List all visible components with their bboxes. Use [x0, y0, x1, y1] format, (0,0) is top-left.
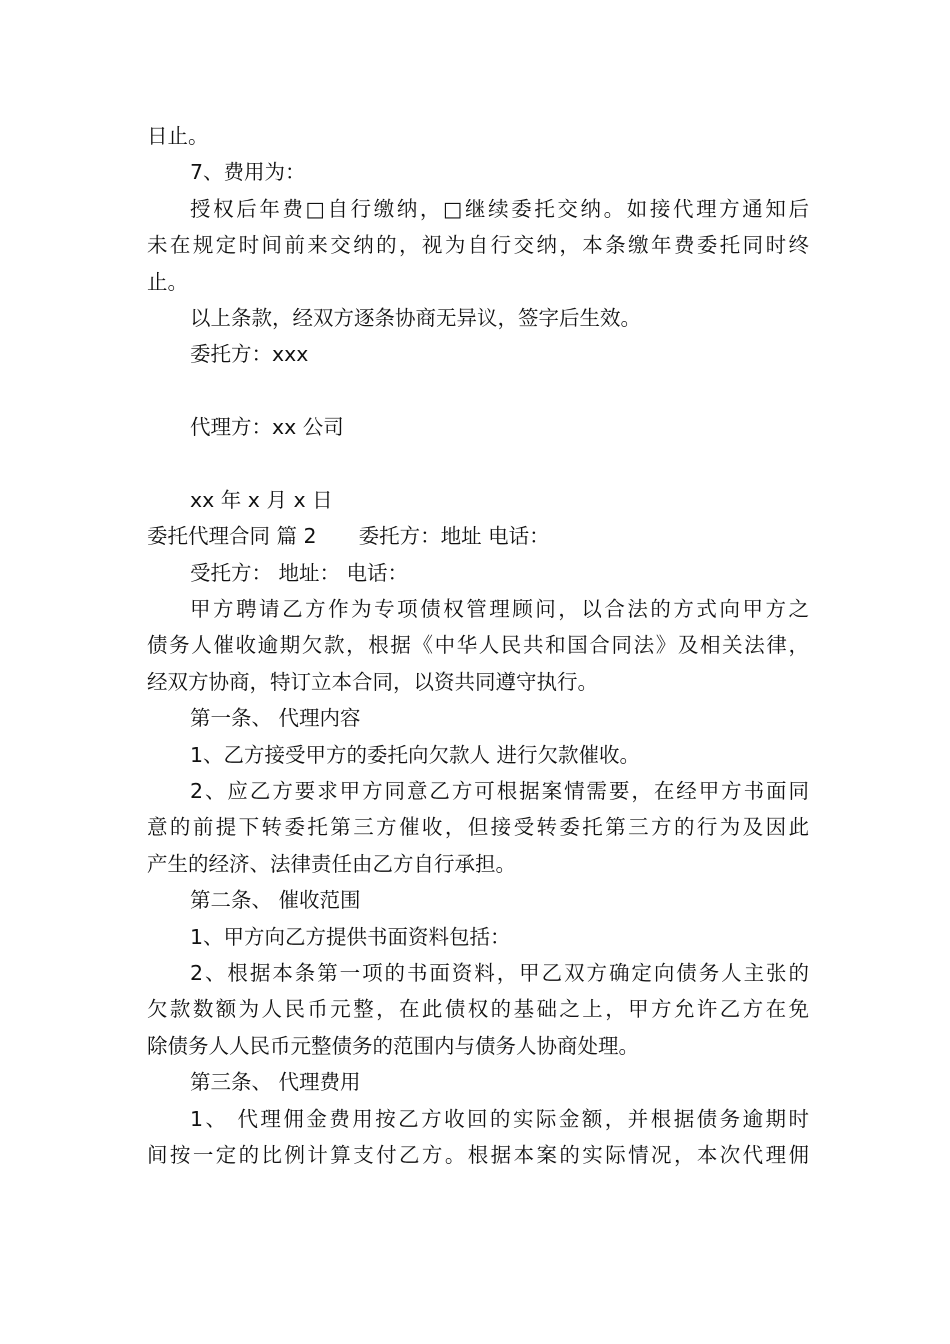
text-line: 1、乙方接受甲方的委托向欠款人 进行欠款催收。	[190, 742, 641, 767]
text-line: 甲方聘请乙方作为专项债权管理顾问，以合法的方式向甲方之	[190, 597, 809, 622]
text-line: 1、甲方向乙方提供书面资料包括：	[190, 924, 511, 949]
text-line: 日止。	[147, 124, 209, 148]
text-line: 2、应乙方要求甲方同意乙方可根据案情需要，在经甲方书面同	[190, 779, 809, 804]
text-line: 1、 代理佣金费用按乙方收回的实际金额，并根据债务逾期时	[190, 1106, 809, 1131]
text-line: 除债务人人民币元整债务的范围内与债务人协商处理。	[147, 1033, 639, 1058]
text-line: 间按一定的比例计算支付乙方。根据本案的实际情况，本次代理佣	[147, 1142, 809, 1167]
text-line: 债务人催收逾期欠款，根据《中华人民共和国合同法》及相关法律，	[147, 633, 809, 658]
text-line: 未在规定时间前来交纳的，视为自行交纳，本条缴年费委托同时终	[147, 233, 809, 258]
article-heading: 第一条、 代理内容	[190, 706, 361, 731]
document-body	[147, 118, 809, 1173]
date-line: xx 年 x 月 x 日	[190, 487, 333, 512]
article-heading: 第二条、 催收范围	[190, 888, 361, 913]
trustee-info: 受托方： 地址： 电话：	[190, 560, 409, 585]
spacer	[147, 373, 809, 409]
clause-7-heading: 7、费用为：	[190, 160, 306, 185]
text-line: 产生的经济、法律责任由乙方自行承担。	[147, 851, 516, 876]
text-line: 授权后年费□自行缴纳，□继续委托交纳。如接代理方通知后	[190, 196, 809, 221]
article-heading: 第三条、 代理费用	[190, 1070, 361, 1095]
text-line: 以上条款，经双方逐条协商无异议，签字后生效。	[190, 305, 641, 330]
text-line: 经双方协商，特订立本合同，以资共同遵守执行。	[147, 669, 598, 694]
principal-signature-line: 委托方：xxx	[190, 342, 309, 367]
agent-signature-line: 代理方：xx 公司	[190, 415, 344, 440]
principal-info: 委托方：地址 电话：	[358, 524, 550, 549]
section-heading-line	[147, 518, 809, 554]
text-line: 2、根据本条第一项的书面资料，甲乙双方确定向债务人主张的	[190, 960, 809, 985]
text-line: 意的前提下转委托第三方催收，但接受转委托第三方的行为及因此	[147, 815, 809, 840]
spacer	[147, 446, 809, 482]
section-title: 委托代理合同 篇 2	[147, 524, 317, 549]
text-line: 止。	[147, 269, 188, 294]
text-line: 欠款数额为人民币元整，在此债权的基础之上，甲方允许乙方在免	[147, 997, 809, 1022]
